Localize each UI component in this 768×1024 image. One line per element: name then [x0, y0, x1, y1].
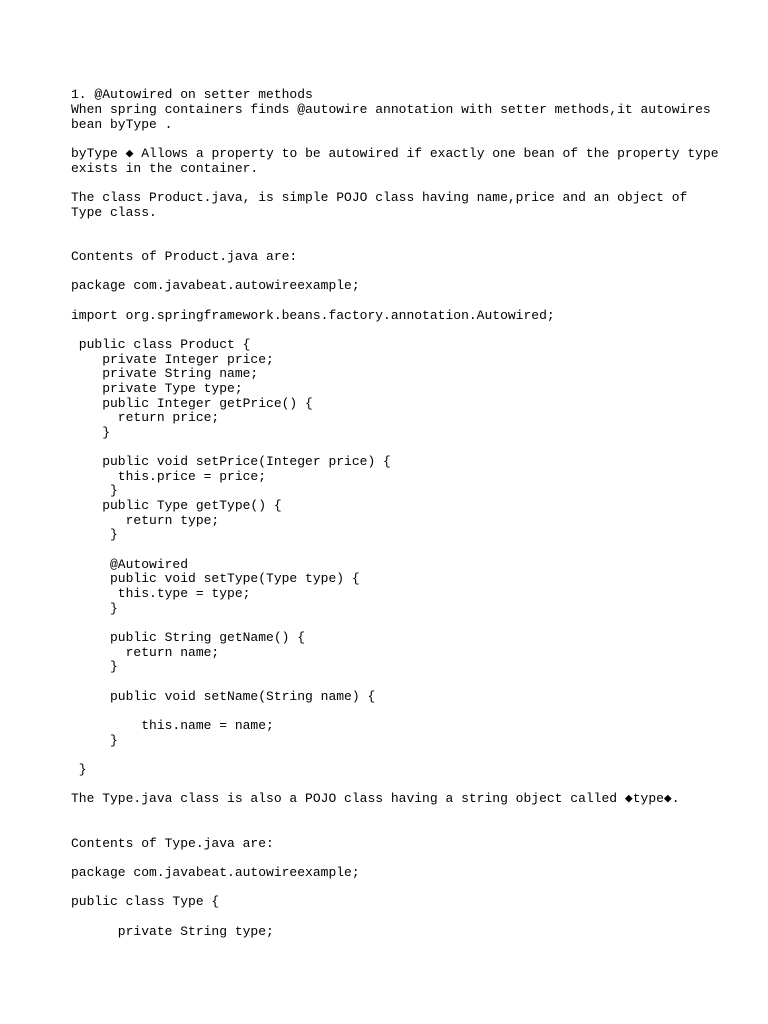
code-line: } [71, 659, 118, 674]
code-line: this.price = price; [71, 469, 267, 484]
paragraph-line: The class Product.java, is simple POJO class having name,price and an object of [71, 190, 688, 205]
paragraph-line: bean byType . [71, 117, 173, 132]
code-line: } [71, 425, 111, 440]
paragraph-line: The Type.java class is also a POJO class having a string object called ◆type◆. [71, 791, 680, 806]
paragraph-line: When spring containers finds @autowire annotation with setter methods,it autowires [71, 102, 711, 117]
code-line: private Integer price; [71, 352, 274, 367]
code-line: public Integer getPrice() { [71, 396, 313, 411]
code-line: private String type; [71, 924, 274, 939]
code-line: } [71, 733, 118, 748]
code-line: public Type getType() { [71, 498, 282, 513]
code-line: package com.javabeat.autowireexample; [71, 865, 360, 880]
paragraph-line: Type class. [71, 205, 157, 220]
section-heading: 1. @Autowired on setter methods [71, 87, 313, 102]
code-line: return name; [71, 645, 220, 660]
code-line: import org.springframework.beans.factory.annotation.Autowired; [71, 308, 555, 323]
code-line: public void setName(String name) { [71, 689, 376, 704]
code-line: } [71, 601, 118, 616]
subheading-line: Contents of Type.java are: [71, 836, 274, 851]
code-line: public void setType(Type type) { [71, 571, 360, 586]
code-line: } [71, 527, 118, 542]
code-line: } [71, 483, 118, 498]
code-line: @Autowired [71, 557, 189, 572]
code-line: return type; [71, 513, 220, 528]
code-line: package com.javabeat.autowireexample; [71, 278, 360, 293]
code-line: private String name; [71, 366, 259, 381]
paragraph-line: byType ◆ Allows a property to be autowired if exactly one bean of the property type [71, 146, 719, 161]
code-line: this.name = name; [71, 718, 274, 733]
code-line: public class Type { [71, 894, 220, 909]
code-line: public String getName() { [71, 630, 306, 645]
paragraph-line: exists in the container. [71, 161, 259, 176]
subheading-line: Contents of Product.java are: [71, 249, 298, 264]
code-line: } [71, 762, 87, 777]
code-line: public class Product { [71, 337, 251, 352]
code-line: this.type = type; [71, 586, 251, 601]
code-line: public void setPrice(Integer price) { [71, 454, 391, 469]
code-line: return price; [71, 410, 220, 425]
code-line: private Type type; [71, 381, 243, 396]
